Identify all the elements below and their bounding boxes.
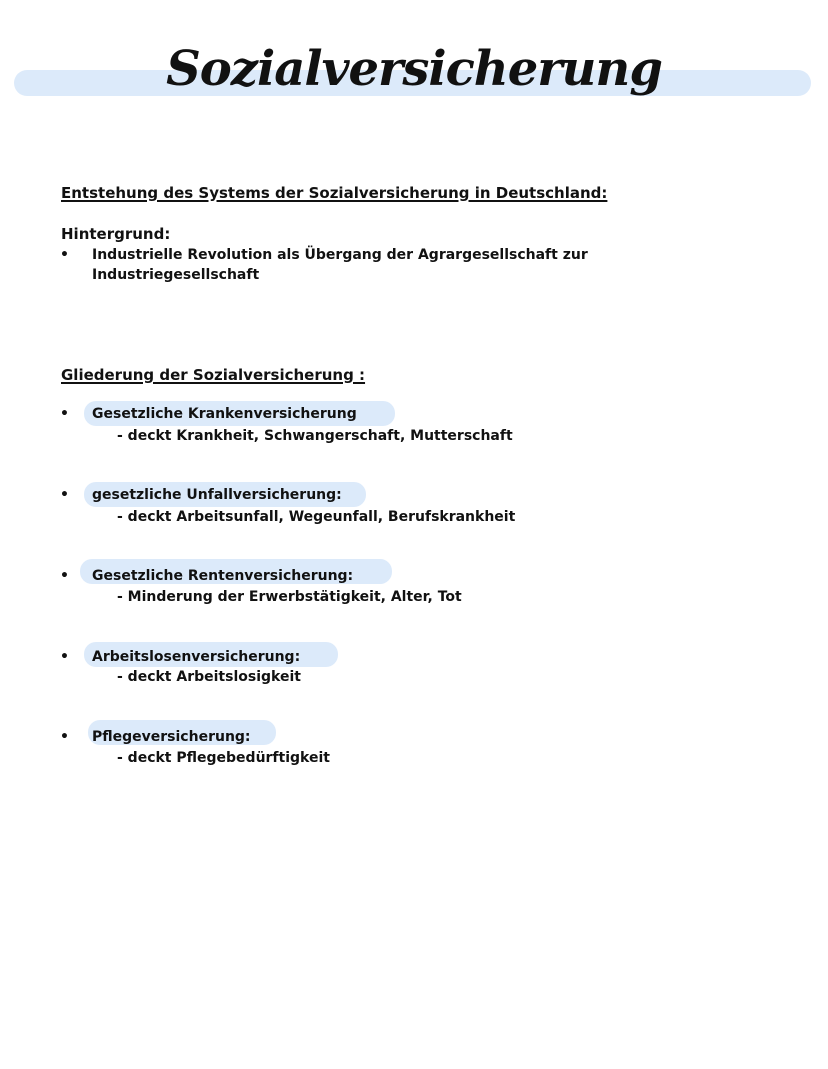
item-label-accident-insurance: gesetzliche Unfallversicherung: [92,487,342,503]
item-label-care-insurance: Pflegeversicherung: [92,729,251,745]
item-detail-pension-insurance: - Minderung der Erwerbstätigkeit, Alter, Tot [117,589,462,605]
item-detail-health-insurance: - deckt Krankheit, Schwangerschaft, Mutterschaft [117,428,513,444]
bullet-marker: • [60,247,69,263]
item-detail-unemployment-insurance: - deckt Arbeitslosigkeit [117,669,301,685]
section-heading-origin: Entstehung des Systems der Sozialversicherung in Deutschland: [61,184,608,202]
background-text: Industrielle Revolution als Übergang der Agrargesellschaft zur Industriegesellschaft [92,247,588,283]
item-detail-accident-insurance: - deckt Arbeitsunfall, Wegeunfall, Berufskrankheit [117,509,516,525]
page-title: Sozialversicherung [166,41,662,97]
item-label-pension-insurance: Gesetzliche Rentenversicherung: [92,568,354,584]
bullet-marker: • [60,729,69,745]
item-detail-care-insurance: - deckt Pflegebedürftigkeit [117,750,330,766]
background-label: Hintergrund: [61,225,171,243]
section-heading-structure: Gliederung der Sozialversicherung : [61,366,366,384]
bullet-marker: • [60,487,69,503]
item-label-unemployment-insurance: Arbeitslosenversicherung: [92,649,301,665]
bullet-marker: • [60,406,69,422]
item-label-health-insurance: Gesetzliche Krankenversicherung [92,406,357,422]
bullet-marker: • [60,649,69,665]
bullet-marker: • [60,568,69,584]
